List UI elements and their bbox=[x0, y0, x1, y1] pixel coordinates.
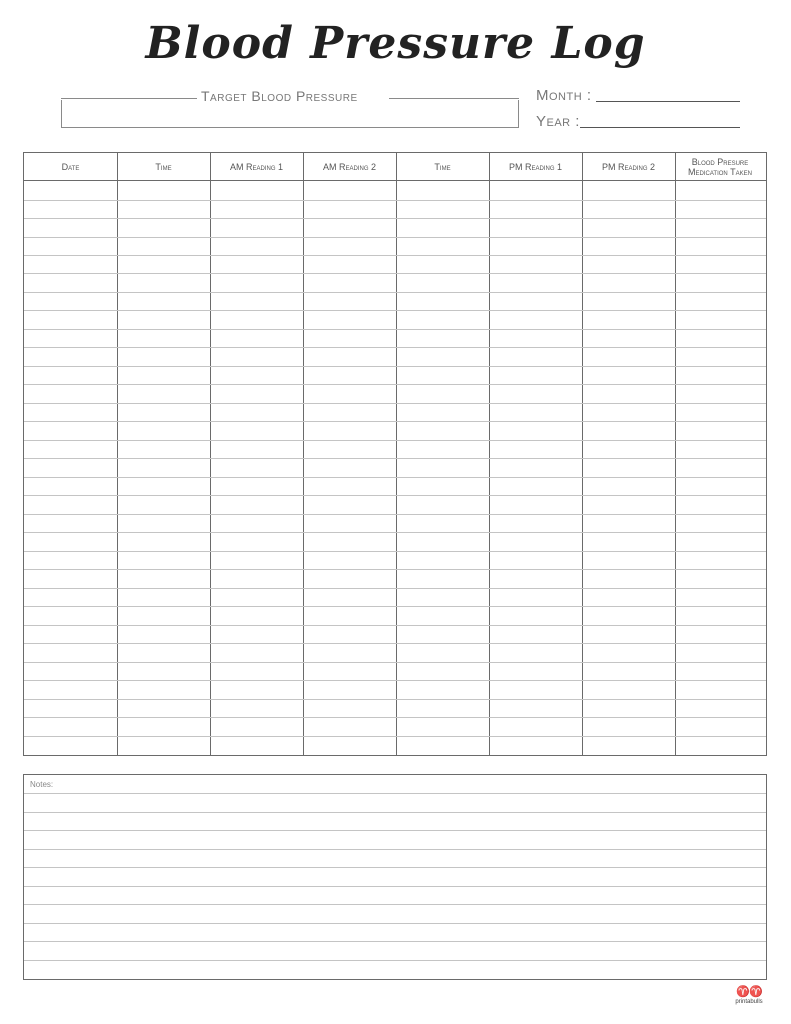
table-row[interactable] bbox=[24, 347, 766, 348]
divider bbox=[389, 98, 519, 99]
column-header-pm-reading-1: PM Reading 1 bbox=[508, 161, 562, 172]
table-row[interactable] bbox=[24, 699, 766, 700]
table-row[interactable] bbox=[24, 680, 766, 681]
table-row[interactable] bbox=[24, 458, 766, 459]
column-header-date: Date bbox=[61, 161, 80, 172]
table-row[interactable] bbox=[24, 329, 766, 330]
column-header-am-time: Time bbox=[155, 161, 172, 172]
notes-line bbox=[24, 923, 766, 924]
notes-line bbox=[24, 960, 766, 961]
notes-line bbox=[24, 941, 766, 942]
column-header-pm-reading-2: PM Reading 2 bbox=[601, 161, 655, 172]
table-row[interactable] bbox=[24, 384, 766, 385]
logo-text: printabulls bbox=[735, 999, 763, 1005]
table-row[interactable] bbox=[24, 495, 766, 496]
column-header-am-reading-2: AM Reading 2 bbox=[322, 161, 376, 172]
table-row[interactable] bbox=[24, 662, 766, 663]
table-row[interactable] bbox=[24, 588, 766, 589]
table-row[interactable] bbox=[24, 440, 766, 441]
column-divider bbox=[489, 153, 490, 755]
table-row[interactable] bbox=[24, 606, 766, 607]
column-divider bbox=[675, 153, 676, 755]
column-divider bbox=[582, 153, 583, 755]
target-blood-pressure-label: Target Blood Pressure bbox=[201, 88, 358, 104]
table-row[interactable] bbox=[24, 218, 766, 219]
table-header bbox=[24, 153, 766, 181]
table-row[interactable] bbox=[24, 273, 766, 274]
notes-line bbox=[24, 867, 766, 868]
notes-line bbox=[24, 812, 766, 813]
table-row[interactable] bbox=[24, 736, 766, 737]
target-blood-pressure-field[interactable] bbox=[61, 100, 519, 128]
table-row[interactable] bbox=[24, 532, 766, 533]
column-header-pm-time: Time bbox=[434, 161, 451, 172]
year-field[interactable] bbox=[580, 127, 740, 128]
year-label: Year : bbox=[536, 113, 580, 130]
notes-line bbox=[24, 904, 766, 905]
column-divider bbox=[117, 153, 118, 755]
table-row[interactable] bbox=[24, 237, 766, 238]
notes-line bbox=[24, 793, 766, 794]
printabulls-logo bbox=[731, 986, 767, 1014]
month-field[interactable] bbox=[596, 101, 740, 102]
notes-label: Notes: bbox=[30, 780, 54, 789]
table-row[interactable] bbox=[24, 200, 766, 201]
table-row[interactable] bbox=[24, 403, 766, 404]
table-row[interactable] bbox=[24, 717, 766, 718]
column-header-medication-taken: Blood Presure Medication Taken bbox=[688, 156, 752, 177]
column-divider bbox=[210, 153, 211, 755]
table-row[interactable] bbox=[24, 477, 766, 478]
table-row[interactable] bbox=[24, 421, 766, 422]
column-header-am-reading-1: AM Reading 1 bbox=[229, 161, 283, 172]
notes-line bbox=[24, 886, 766, 887]
bull-icon: ♈♈ bbox=[736, 986, 762, 998]
table-row[interactable] bbox=[24, 643, 766, 644]
table-row[interactable] bbox=[24, 366, 766, 367]
divider bbox=[61, 98, 197, 99]
notes-box[interactable] bbox=[23, 774, 767, 980]
table-row[interactable] bbox=[24, 569, 766, 570]
table-row[interactable] bbox=[24, 625, 766, 626]
table-row[interactable] bbox=[24, 292, 766, 293]
column-divider bbox=[303, 153, 304, 755]
table-row[interactable] bbox=[24, 514, 766, 515]
table-row[interactable] bbox=[24, 310, 766, 311]
column-divider bbox=[396, 153, 397, 755]
table-row[interactable] bbox=[24, 551, 766, 552]
target-blood-pressure-section bbox=[61, 87, 519, 129]
page-title: Blood Pressure Log bbox=[145, 18, 646, 69]
month-label: Month : bbox=[536, 87, 592, 104]
log-table bbox=[23, 152, 767, 756]
notes-line bbox=[24, 830, 766, 831]
table-row[interactable] bbox=[24, 255, 766, 256]
notes-line bbox=[24, 849, 766, 850]
